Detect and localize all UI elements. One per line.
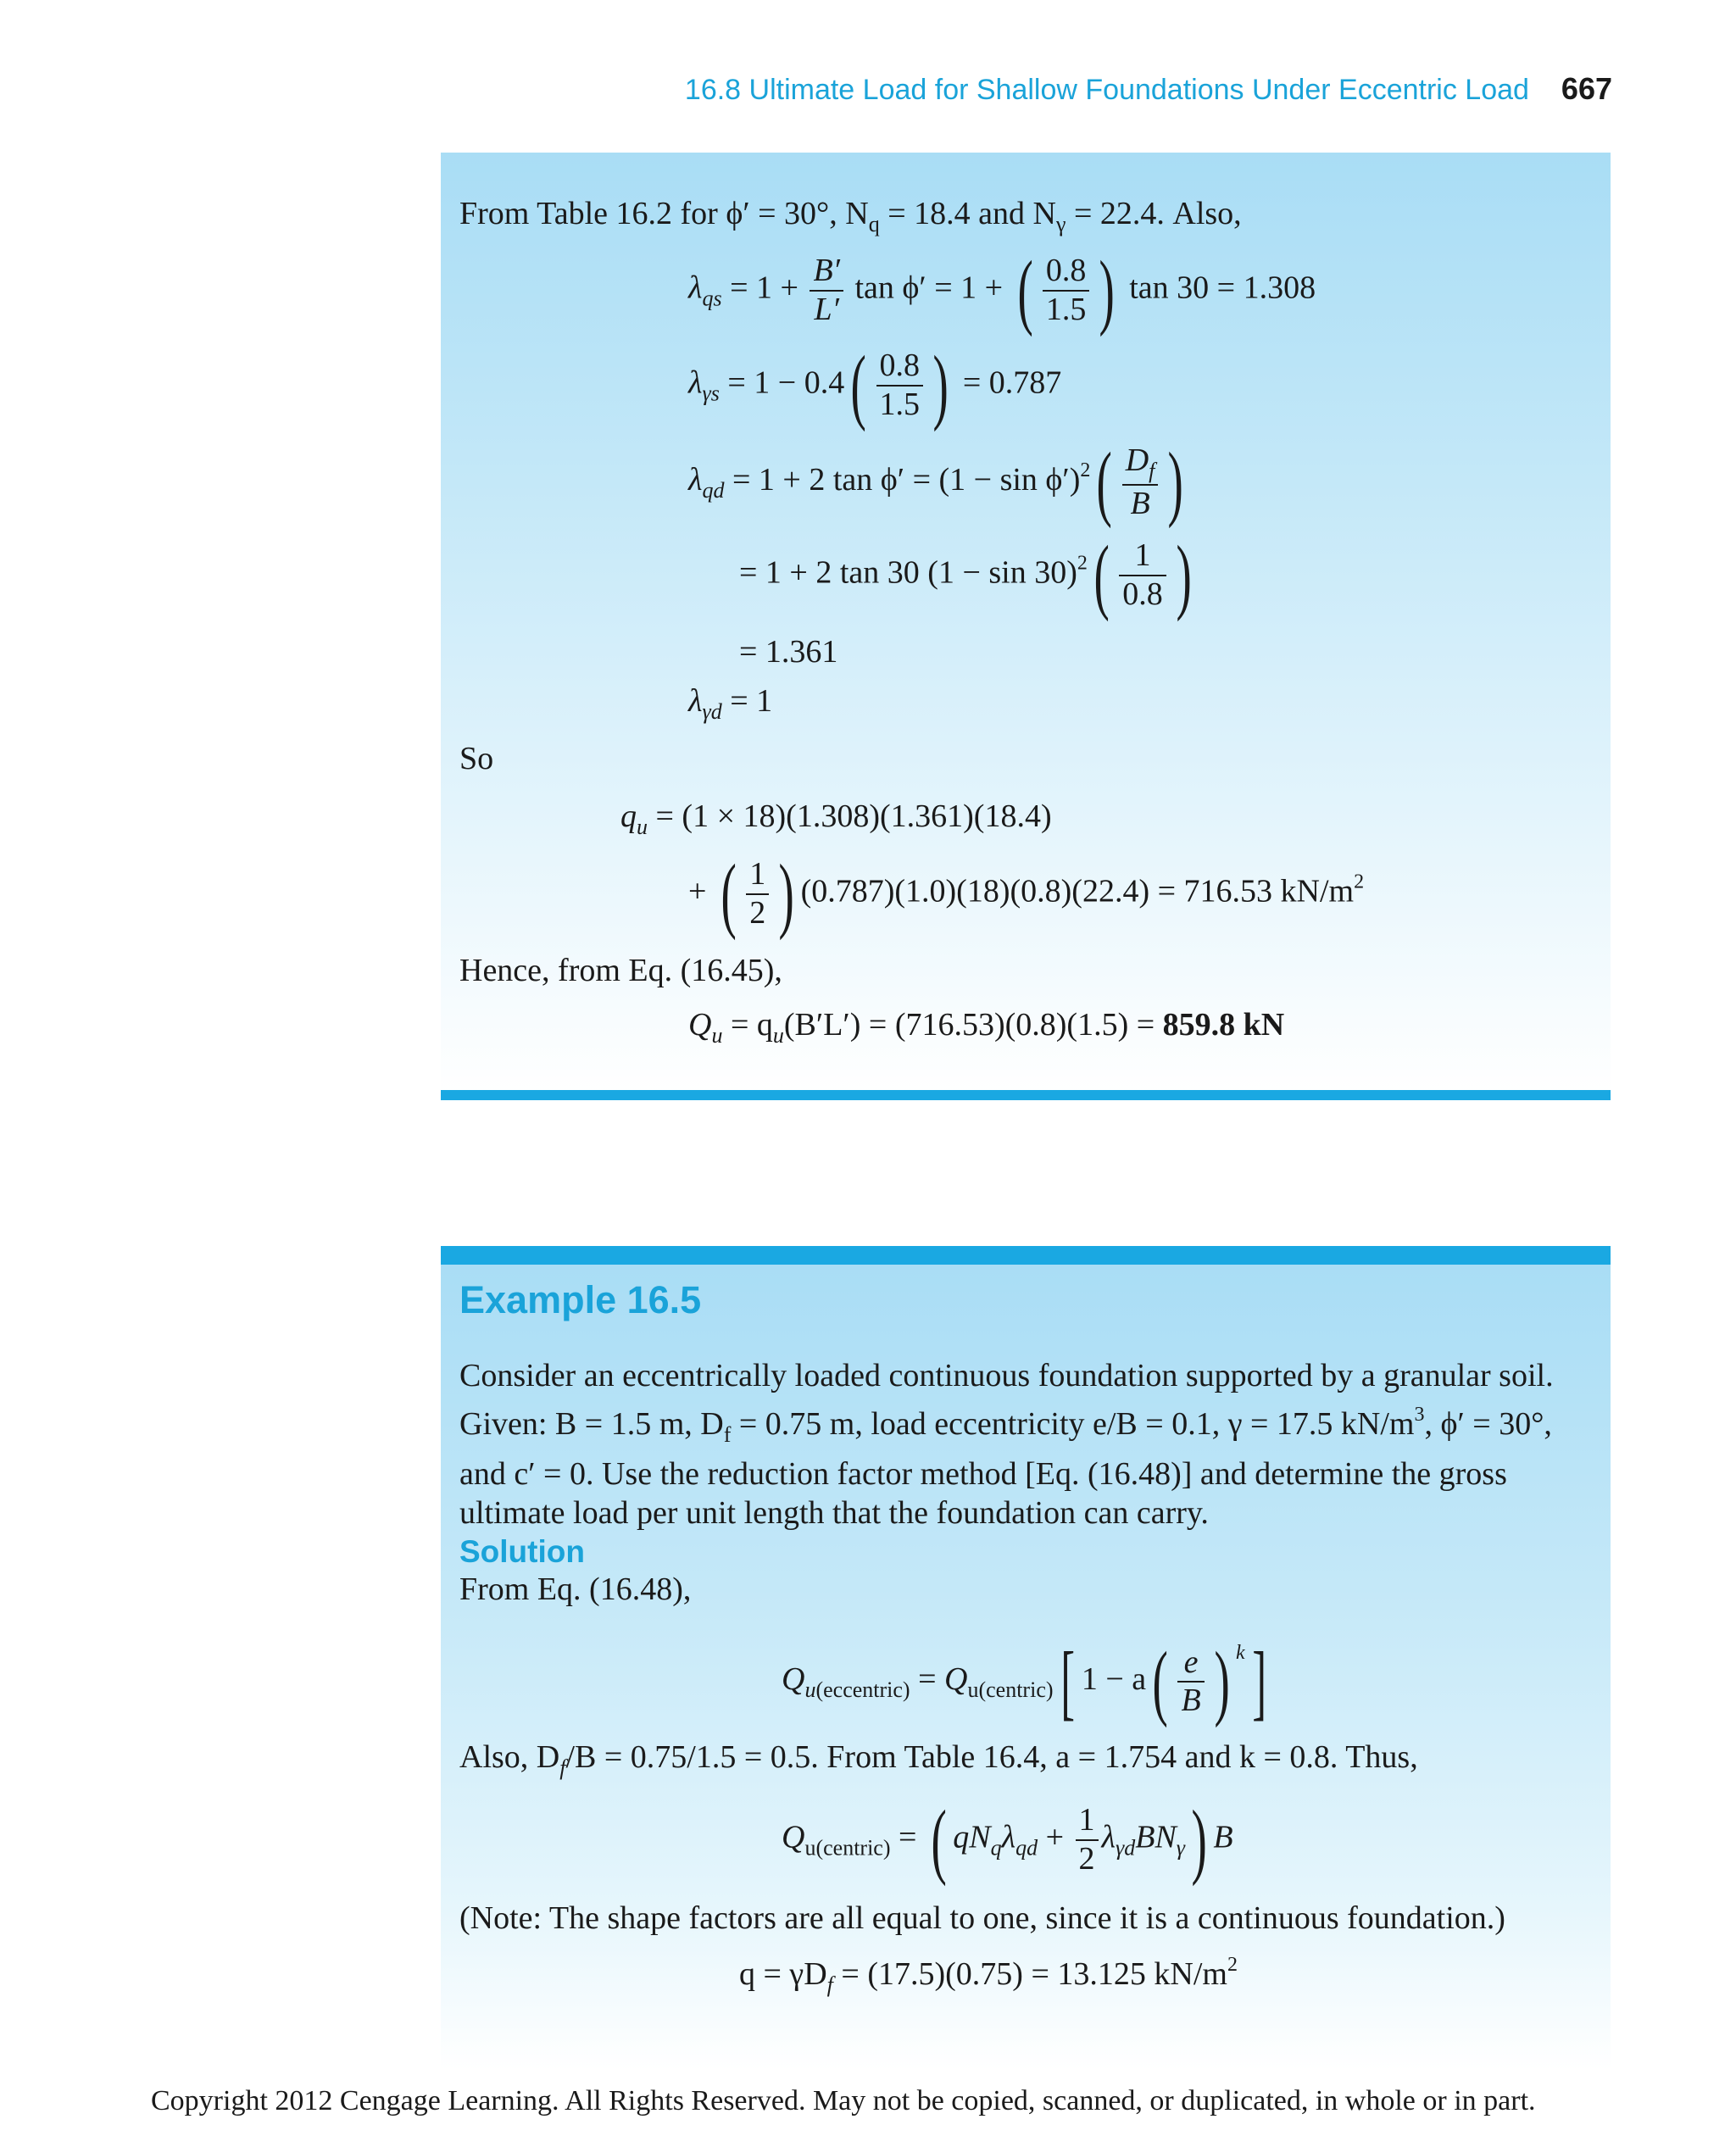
intro-line: From Table 16.2 for ϕ′ = 30°, $N_q = 18.4$ and $N_\gamma = 22.4$. Also,: [459, 196, 1242, 236]
eq-lambda-qs: $\lambda_{qs} = 1$ + $\frac{B'}{L'}$ tan ϕ′ = 1 + ( $\frac{0.8}{1.5}$ ) tan 30 = 1.308: [688, 243, 1316, 337]
eq-lambda-gs: $\lambda_{\gamma s} = 1 - 0.4$( $\frac{0.8}{1.5}$ ) = 0.787: [688, 338, 1062, 432]
eq-lambda-qd-step2: = 1 + 2 tan 30 $(1 - \sin 30)^2$( $\frac{1}{0.8}$ ): [739, 528, 1192, 622]
section-title: 16.8 Ultimate Load for Shallow Foundations Under Eccentric Load: [684, 74, 1529, 106]
example-top-rule: [441, 1246, 1611, 1265]
page-number: 667: [1561, 71, 1612, 106]
example-statement: Consider an eccentrically loaded continuous foundation supported by a granular soil. Given: B = 1.5 m, $D_f = 0.75$ m, load eccentricity e/B = 0.1, γ = 17.5 $kN/m^3$, ϕ′ = 30°, and c′ = 0. Use the reduction factor method [Eq. (16.48)] and determine the gross ultimate load per unit length that the foundation can carry.: [459, 1358, 1554, 1531]
from-eq-text: From Eq. (16.48),: [459, 1571, 692, 1607]
eq-q: $q = \gamma D_f = (17.5)(0.75) = 13.125$ $kN/m^2$: [739, 1954, 1238, 1997]
so-text: So: [459, 741, 494, 776]
hence-text: Hence, from Eq. (16.45),: [459, 953, 782, 988]
eq-qu-line1: $q_u = (1 \times 18)(1.308)(1.361)(18.4)$: [620, 798, 1052, 839]
running-header: [685, 71, 1612, 107]
note-text: (Note: The shape factors are all equal to one, since it is a continuous foundation.): [459, 1900, 1505, 1936]
copyright-footer: Copyright 2012 Cengage Learning. All Rights Reserved. May not be copied, scanned, or duplicated, in whole or in part.: [151, 2085, 1536, 2116]
eq-lambda-gd: $\lambda_{\gamma d} = 1$: [688, 683, 773, 724]
eq-Qu: $Q_u = q_u(B'L') = (716.53)(0.8)(1.5) = 859.8$ kN: [688, 1007, 1285, 1048]
eq-qu-line2: + ( $\frac{1}{2}$ ) (0.787)(1.0)(18)(0.8)(22.4) = 716.53 $kN/m^2$: [688, 847, 1365, 941]
example-title: Example 16.5: [459, 1278, 702, 1321]
eq-Q-centric: $Q_{u(centric)}$ = ( $qN_q\lambda_{qd}$ + $\frac{1}{2}$ $\lambda_{\gamma d}BN_\gamma$) B: [782, 1793, 1233, 1887]
eq-Q-eccentric: $Q_{u(eccentric)} = Q_{u(centric)}$[ 1 − a( $\frac{e}{B}$ ) $^k$]: [782, 1634, 1266, 1729]
eq-lambda-qd: $\lambda_{qd} = 1 + 2$ $\tan \phi' = (1 - \sin \phi')^2$( $\frac{D_f}{B}$ ): [688, 435, 1184, 530]
eq-lambda-qd-result: = 1.361: [739, 634, 838, 670]
solution-title: Solution: [459, 1534, 585, 1569]
box-bottom-rule: [441, 1090, 1611, 1100]
also-line: Also, $D_f/B = 0.75/1.5 = 0.5$. From Table 16.4, a = 1.754 and k = 0.8. Thus,: [459, 1739, 1418, 1780]
